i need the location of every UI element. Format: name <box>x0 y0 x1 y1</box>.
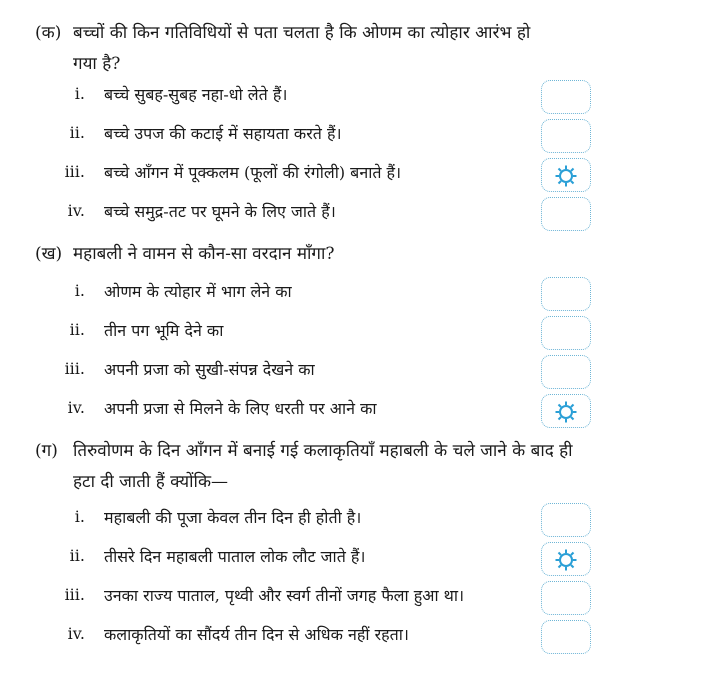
option-numeral: ii. <box>69 123 85 142</box>
option-text: बच्चे उपज की कटाई में सहायता करते हैं। <box>104 124 342 143</box>
option-row <box>0 355 707 385</box>
answer-checkbox[interactable] <box>541 80 591 114</box>
option-numeral: iv. <box>67 624 85 643</box>
option-row <box>0 503 707 533</box>
option-numeral: iii. <box>64 162 85 181</box>
option-row <box>0 119 707 149</box>
option-numeral: ii. <box>69 546 85 565</box>
option-text: तीसरे दिन महाबली पाताल लोक लौट जाते हैं। <box>104 547 366 566</box>
answer-checkbox-selected[interactable] <box>541 542 591 576</box>
option-row <box>0 394 707 424</box>
question-number: (ख) <box>35 244 63 264</box>
answer-checkbox-selected[interactable] <box>541 394 591 428</box>
question-number: (क) <box>35 23 62 43</box>
option-numeral: iii. <box>64 585 85 604</box>
option-text: महाबली की पूजा केवल तीन दिन ही होती है। <box>104 508 362 527</box>
question-ga <box>35 436 610 498</box>
option-numeral: iii. <box>64 359 85 378</box>
option-text: अपनी प्रजा से मिलने के लिए धरती पर आने का <box>104 399 377 418</box>
option-text: तीन पग भूमि देने का <box>104 321 224 340</box>
option-row <box>0 158 707 188</box>
answer-checkbox[interactable] <box>541 119 591 153</box>
option-text: बच्चे समुद्र-तट पर घूमने के लिए जाते हैं। <box>104 202 336 221</box>
question-text: महाबली ने वामन से कौन-सा वरदान माँगा? <box>73 244 335 264</box>
answer-checkbox[interactable] <box>541 581 591 615</box>
option-text: बच्चे आँगन में पूक्कलम (फूलों की रंगोली) बनाते हैं। <box>104 163 402 182</box>
option-text: उनका राज्य पाताल, पृथ्वी और स्वर्ग तीनों जगह फैला हुआ था। <box>104 586 465 605</box>
answer-checkbox[interactable] <box>541 197 591 231</box>
sun-icon <box>554 164 578 188</box>
option-row <box>0 197 707 227</box>
answer-checkbox[interactable] <box>541 620 591 654</box>
option-numeral: iv. <box>67 201 85 220</box>
option-row <box>0 277 707 307</box>
sun-icon <box>554 400 578 424</box>
question-text: तिरुवोणम के दिन आँगन में बनाई गई कलाकृतियाँ महाबली के चले जाने के बाद ही <box>73 441 573 461</box>
option-row <box>0 581 707 611</box>
answer-checkbox[interactable] <box>541 355 591 389</box>
option-row <box>0 620 707 650</box>
answer-checkbox-selected[interactable] <box>541 158 591 192</box>
question-ka <box>35 18 610 80</box>
option-text: ओणम के त्योहार में भाग लेने का <box>104 282 292 301</box>
answer-checkbox[interactable] <box>541 316 591 350</box>
question-number: (ग) <box>35 441 58 461</box>
option-numeral: i. <box>74 507 85 526</box>
sun-icon <box>554 548 578 572</box>
option-row <box>0 316 707 346</box>
option-text: बच्चे सुबह-सुबह नहा-धो लेते हैं। <box>104 85 288 104</box>
question-text-cont: हटा दी जाती हैं क्योंकि— <box>73 472 228 492</box>
option-text: अपनी प्रजा को सुखी-संपन्न देखने का <box>104 360 315 379</box>
option-row <box>0 542 707 572</box>
option-text: कलाकृतियों का सौंदर्य तीन दिन से अधिक नहीं रहता। <box>104 625 409 644</box>
question-kha <box>35 239 610 270</box>
option-numeral: ii. <box>69 320 85 339</box>
option-numeral: i. <box>74 281 85 300</box>
answer-checkbox[interactable] <box>541 277 591 311</box>
question-text: बच्चों की किन गतिविधियों से पता चलता है कि ओणम का त्योहार आरंभ हो <box>73 23 531 43</box>
answer-checkbox[interactable] <box>541 503 591 537</box>
question-text-cont: गया है? <box>73 54 121 74</box>
option-row <box>0 80 707 110</box>
option-numeral: i. <box>74 84 85 103</box>
option-numeral: iv. <box>67 398 85 417</box>
